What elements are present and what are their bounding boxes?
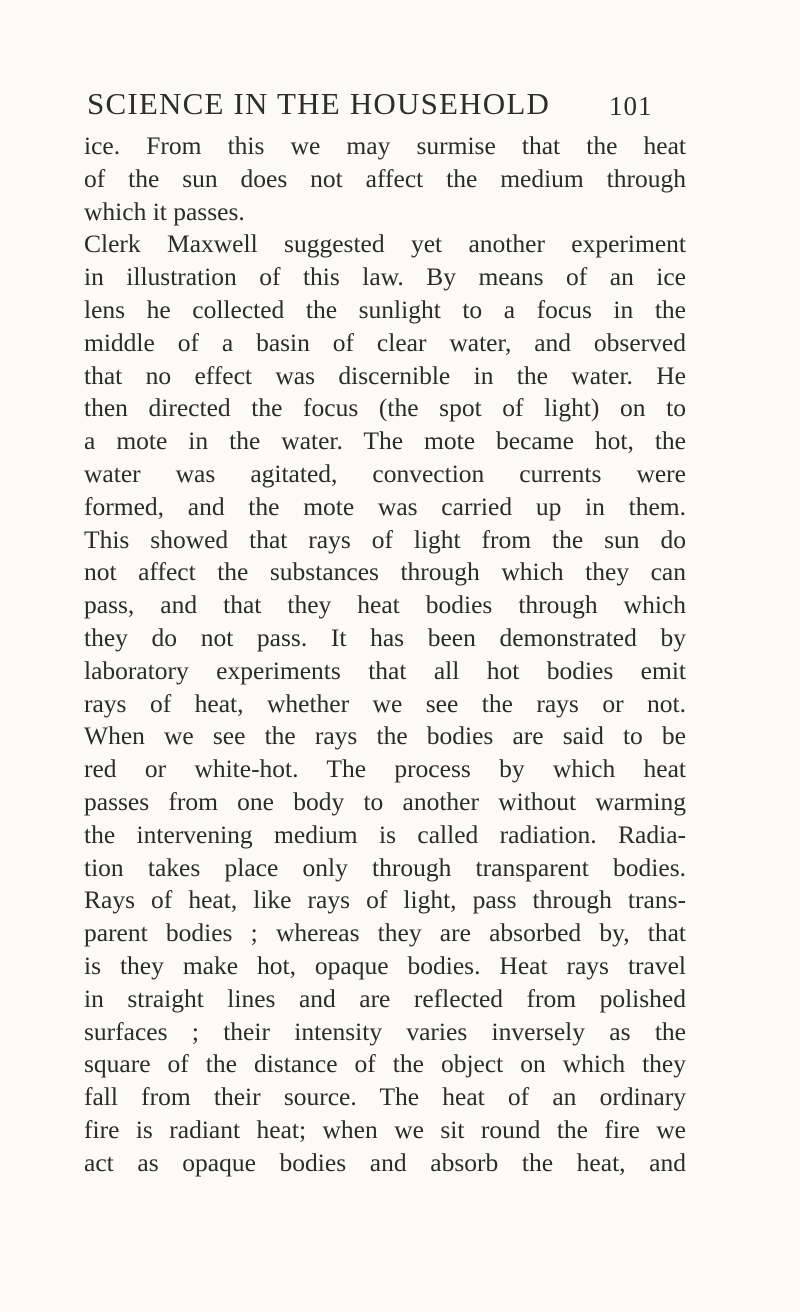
text-line: a mote in the water. The mote became hot, the	[84, 426, 686, 456]
text-line: formed, and the mote was carried up in them.	[84, 491, 686, 521]
text-line: of the sun does not affect the medium through	[84, 163, 686, 193]
text-line: lens he collected the sunlight to a focus in the	[84, 294, 686, 324]
text-line: ice. From this we may surmise that the heat	[84, 131, 686, 160]
page-number: 101	[609, 91, 653, 121]
text-line: pass, and that they heat bodies through which	[84, 590, 686, 620]
text-line: This showed that rays of light from the sun do	[84, 524, 686, 554]
text-line: Clerk Maxwell suggested yet another experiment	[84, 229, 686, 259]
text-line: rays of heat, whether we see the rays or not.	[84, 688, 686, 718]
text-line: in straight lines and are reflected from polished	[84, 983, 686, 1013]
text-line: middle of a basin of clear water, and observed	[84, 327, 686, 357]
text-line: which it passes.	[84, 196, 245, 226]
text-line: fall from their source. The heat of an ordinary	[84, 1082, 686, 1112]
text-line: act as opaque bodies and absorb the heat, and	[84, 1147, 686, 1177]
running-head-title: SCIENCE IN THE HOUSEHOLD	[87, 86, 551, 121]
text-line: in illustration of this law. By means of an ice	[84, 262, 686, 292]
text-line: When we see the rays the bodies are said to be	[84, 721, 686, 751]
text-line: the intervening medium is called radiation. Radia-	[84, 819, 686, 849]
text-line: is they make hot, opaque bodies. Heat rays travel	[84, 950, 686, 980]
text-line: Rays of heat, like rays of light, pass through trans-	[84, 885, 686, 915]
text-line: surfaces ; their intensity varies inversely as the	[84, 1016, 686, 1046]
running-head	[87, 84, 687, 124]
text-line: that no effect was discernible in the water. He	[84, 360, 686, 390]
text-line: then directed the focus (the spot of light) on to	[84, 393, 686, 423]
text-line: passes from one body to another without warming	[84, 786, 686, 816]
text-line: water was agitated, convection currents were	[84, 458, 686, 488]
text-line: laboratory experiments that all hot bodies emit	[84, 655, 686, 685]
body-text	[84, 130, 686, 1180]
text-line: red or white-hot. The process by which heat	[84, 754, 686, 784]
text-line: they do not pass. It has been demonstrated by	[84, 622, 686, 652]
text-line: fire is radiant heat; when we sit round the fire we	[84, 1114, 686, 1144]
text-line: tion takes place only through transparent bodies.	[84, 852, 686, 882]
text-line: parent bodies ; whereas they are absorbed by, that	[84, 918, 686, 948]
text-line: square of the distance of the object on which they	[84, 1049, 686, 1079]
text-line: not affect the substances through which they can	[84, 557, 686, 587]
